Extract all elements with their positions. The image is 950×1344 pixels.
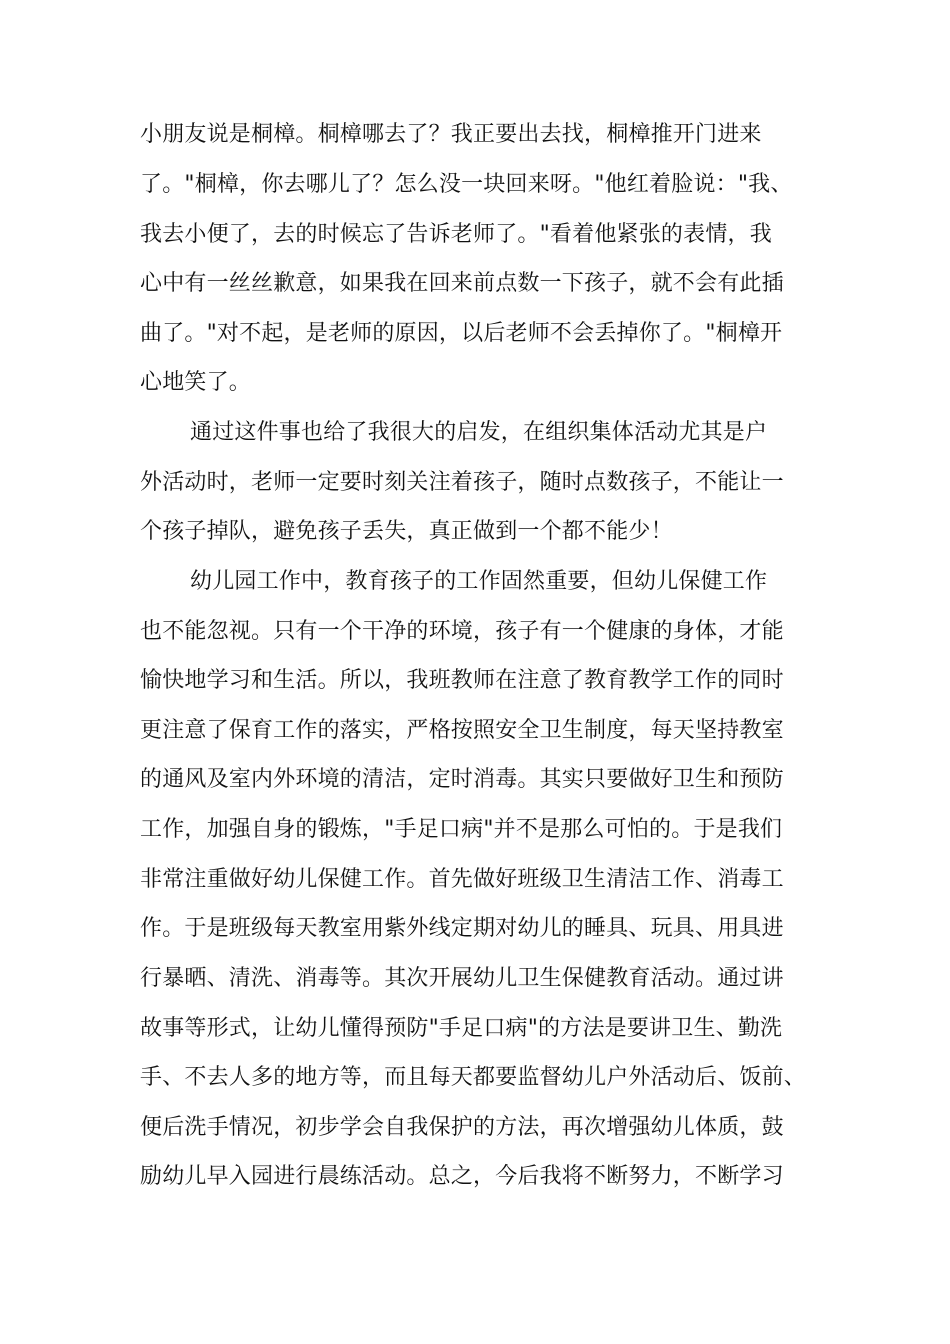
- paragraph-first-line: 幼儿园工作中，教育孩子的工作固然重要，但幼儿保健工作: [190, 569, 768, 594]
- text-line: 也不能忽视。只有一个干净的环境，孩子有一个健康的身体，才能: [140, 619, 784, 644]
- text-line: 励幼儿早入园进行晨练活动。总之，今后我将不断努力，不断学习: [140, 1164, 784, 1189]
- text-line: 非常注重做好幼儿保健工作。首先做好班级卫生清洁工作、消毒工: [140, 867, 784, 892]
- text-line: 心中有一丝丝歉意，如果我在回来前点数一下孩子，就不会有此插: [140, 271, 784, 296]
- text-line: 了。"桐樟，你去哪儿了？怎么没一块回来呀。"他红着脸说："我、: [140, 172, 793, 197]
- text-line: 愉快地学习和生活。所以，我班教师在注意了教育教学工作的同时: [140, 668, 784, 693]
- text-line: 我去小便了，去的时候忘了告诉老师了。"看着他紧张的表情，我: [140, 222, 772, 247]
- text-line: 心地笑了。: [140, 370, 252, 395]
- text-line: 手、不去人多的地方等，而且每天都要监督幼儿户外活动后、饭前、: [140, 1065, 807, 1090]
- text-line: 曲了。"对不起，是老师的原因，以后老师不会丢掉你了。"桐樟开: [140, 321, 783, 346]
- text-line: 更注意了保育工作的落实，严格按照安全卫生制度，每天坚持教室: [140, 718, 784, 743]
- text-line: 外活动时，老师一定要时刻关注着孩子，随时点数孩子，不能让一: [140, 470, 784, 495]
- text-line: 个孩子掉队，避免孩子丢失，真正做到一个都不能少！: [140, 519, 673, 544]
- text-line: 工作，加强自身的锻炼，"手足口病"并不是那么可怕的。于是我们: [140, 817, 783, 842]
- text-line: 故事等形式，让幼儿懂得预防"手足口病"的方法是要讲卫生、勤洗: [140, 1016, 783, 1041]
- paragraph-first-line: 通过这件事也给了我很大的启发，在组织集体活动尤其是户: [190, 420, 768, 445]
- text-line: 作。于是班级每天教室用紫外线定期对幼儿的睡具、玩具、用具进: [140, 916, 784, 941]
- text-line: 小朋友说是桐樟。桐樟哪去了？我正要出去找，桐樟推开门进来: [140, 122, 762, 147]
- text-line: 行暴晒、清洗、消毒等。其次开展幼儿卫生保健教育活动。通过讲: [140, 966, 784, 991]
- text-line: 便后洗手情况，初步学会自我保护的方法，再次增强幼儿体质，鼓: [140, 1115, 784, 1140]
- text-line: 的通风及室内外环境的清洁，定时消毒。其实只要做好卫生和预防: [140, 767, 784, 792]
